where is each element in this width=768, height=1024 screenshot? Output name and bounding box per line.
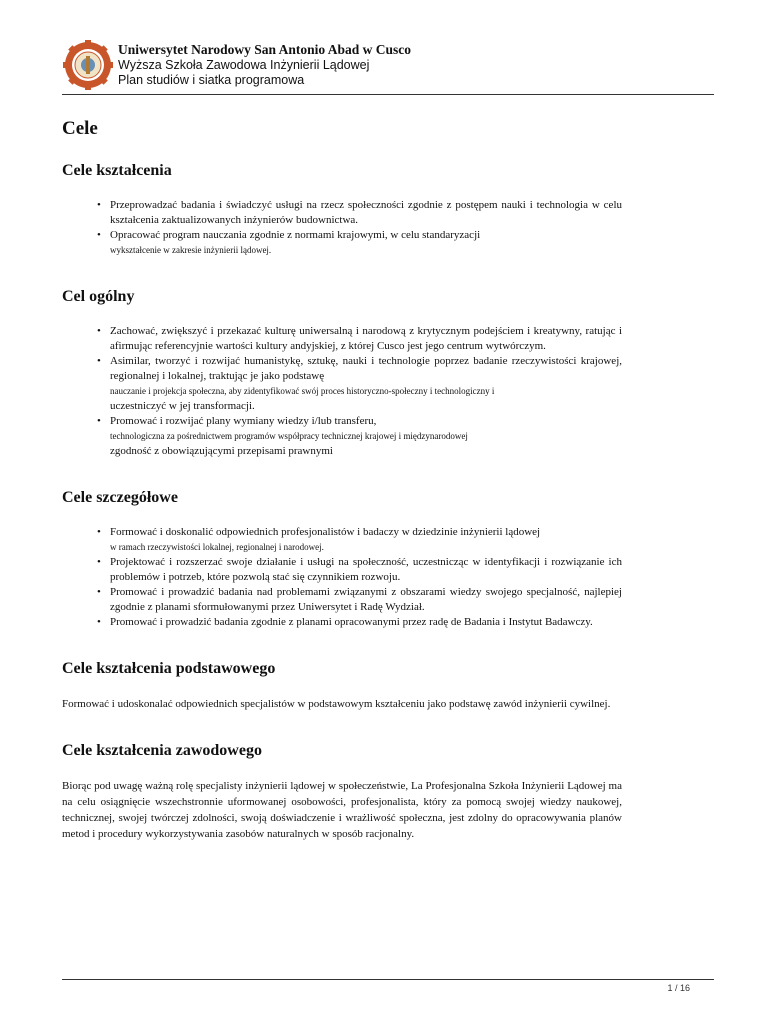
- page-content: [62, 116, 622, 870]
- list-item-small-text: w ramach rzeczywistości lokalnej, regionalnej i narodowej.: [110, 542, 324, 552]
- list-item-small-text: wykształcenie w zakresie inżynierii lądowej.: [110, 245, 272, 255]
- list-item: [110, 324, 622, 354]
- bullet-list: [62, 198, 622, 258]
- section-title: Cele kształcenia podstawowego: [62, 660, 276, 677]
- section-paragraph: Biorąc pod uwagę ważną rolę specjalisty inżynierii lądowej w społeczeństwie, La Profesjonalna Szkoła Inżynierii Lądowej ma na celu osiągnięcie wszechstronnie uformowanej osobowości, profesjonalista, który za pomocą swojej wiedzy naukowej, technicznej, swojej twórczej zdolności, swoją doświadczenie i wrażliwość społeczna, jest zdolny do opracowywania planów metod i procedury wykorzystywania zasobów naturalnych w sposób racjonalny.: [62, 780, 622, 840]
- section-general: [62, 286, 622, 459]
- list-item: [110, 555, 622, 585]
- list-item-text: Przeprowadzać badania i świadczyć usługi na rzecz społeczności zgodnie z postępem nauki i technologia w celu kształcenia zaktualizowanych inżynierów budownictwa.: [110, 199, 622, 226]
- page-header: [62, 40, 714, 95]
- list-item: [110, 414, 622, 459]
- document-title: Plan studiów i siatka programowa: [118, 73, 305, 87]
- section-education: [62, 160, 622, 258]
- list-item-tail-text: uczestniczyć w jej transformacji.: [110, 400, 255, 412]
- school-name: Wyższa Szkoła Zawodowa Inżynierii Lądowej: [118, 58, 370, 72]
- section-title: Cele szczegółowe: [62, 489, 178, 506]
- list-item: [110, 525, 622, 555]
- list-item-text: Promować i prowadzić badania nad problemami związanymi z obszarami wiedzy swojego specjalność, najlepiej zgodnie z planami sformułowanymi przez Uniwersytet i Radę Wydział.: [110, 586, 622, 613]
- section-basic: [62, 658, 622, 712]
- list-item-text: Promować i rozwijać plany wymiany wiedzy i/lub transferu,: [110, 415, 377, 427]
- university-name: Uniwersytet Narodowy San Antonio Abad w Cusco: [118, 42, 412, 57]
- list-item-small-text: technologiczna za pośrednictwem programów współpracy technicznej krajowej i międzynarodowej: [110, 431, 468, 441]
- list-item-text: Zachować, zwiększyć i przekazać kulturę uniwersalną i narodową z krytycznym podejściem i kreatywny, ratując i afirmując referencyjnie wartości kultury andyjskiej, z której Cusco jest jego centrum wytwórczym.: [110, 325, 622, 352]
- section-title: Cele kształcenia: [62, 162, 172, 179]
- list-item: [110, 198, 622, 228]
- page-number: 1 / 16: [667, 983, 690, 993]
- list-item: [110, 228, 622, 258]
- bullet-list: [62, 324, 622, 459]
- section-title: Cel ogólny: [62, 288, 135, 305]
- section-specific: [62, 487, 622, 630]
- section-title: Cele kształcenia zawodowego: [62, 742, 262, 759]
- list-item-tail-text: zgodność z obowiązującymi przepisami prawnymi: [110, 445, 333, 457]
- page-title: Cele: [62, 118, 98, 139]
- list-item-small-text: nauczanie i projekcja społeczna, aby zidentyfikować swój proces historyczno-społeczny i technologiczny i: [110, 386, 495, 396]
- list-item-text: Projektować i rozszerzać swoje działanie i usługi na społeczność, uczestnicząc w identyfikacji i rozwiązanie ich problemów i potrzeb, które pozwolą stać się czynnikiem rozwoju.: [110, 556, 622, 583]
- section-paragraph: Formować i udoskonalać odpowiednich specjalistów w podstawowym kształceniu jako podstawę zawód inżynierii cywilnej.: [62, 698, 611, 710]
- list-item-text: Formować i doskonalić odpowiednich profesjonalistów i badaczy w dziedzinie inżynierii lądowej: [110, 526, 541, 538]
- list-item: [110, 354, 622, 414]
- list-item-text: Asimilar, tworzyć i rozwijać humanistykę, sztukę, nauki i technologie poprzez badanie rzeczywistości krajowej, regionalnej i lokalnej, traktując je jako podstawę: [110, 355, 622, 382]
- list-item-text: Promować i prowadzić badania zgodnie z planami opracowanymi przez radę de Badania i Instytut Badawczy.: [110, 616, 593, 628]
- list-item: [110, 615, 622, 630]
- page-footer: [62, 979, 714, 993]
- section-professional: [62, 740, 622, 842]
- bullet-list: [62, 525, 622, 630]
- list-item: [110, 585, 622, 615]
- university-seal-icon: [62, 40, 114, 90]
- list-item-text: Opracować program nauczania zgodnie z normami krajowymi, w celu standaryzacji: [110, 229, 481, 241]
